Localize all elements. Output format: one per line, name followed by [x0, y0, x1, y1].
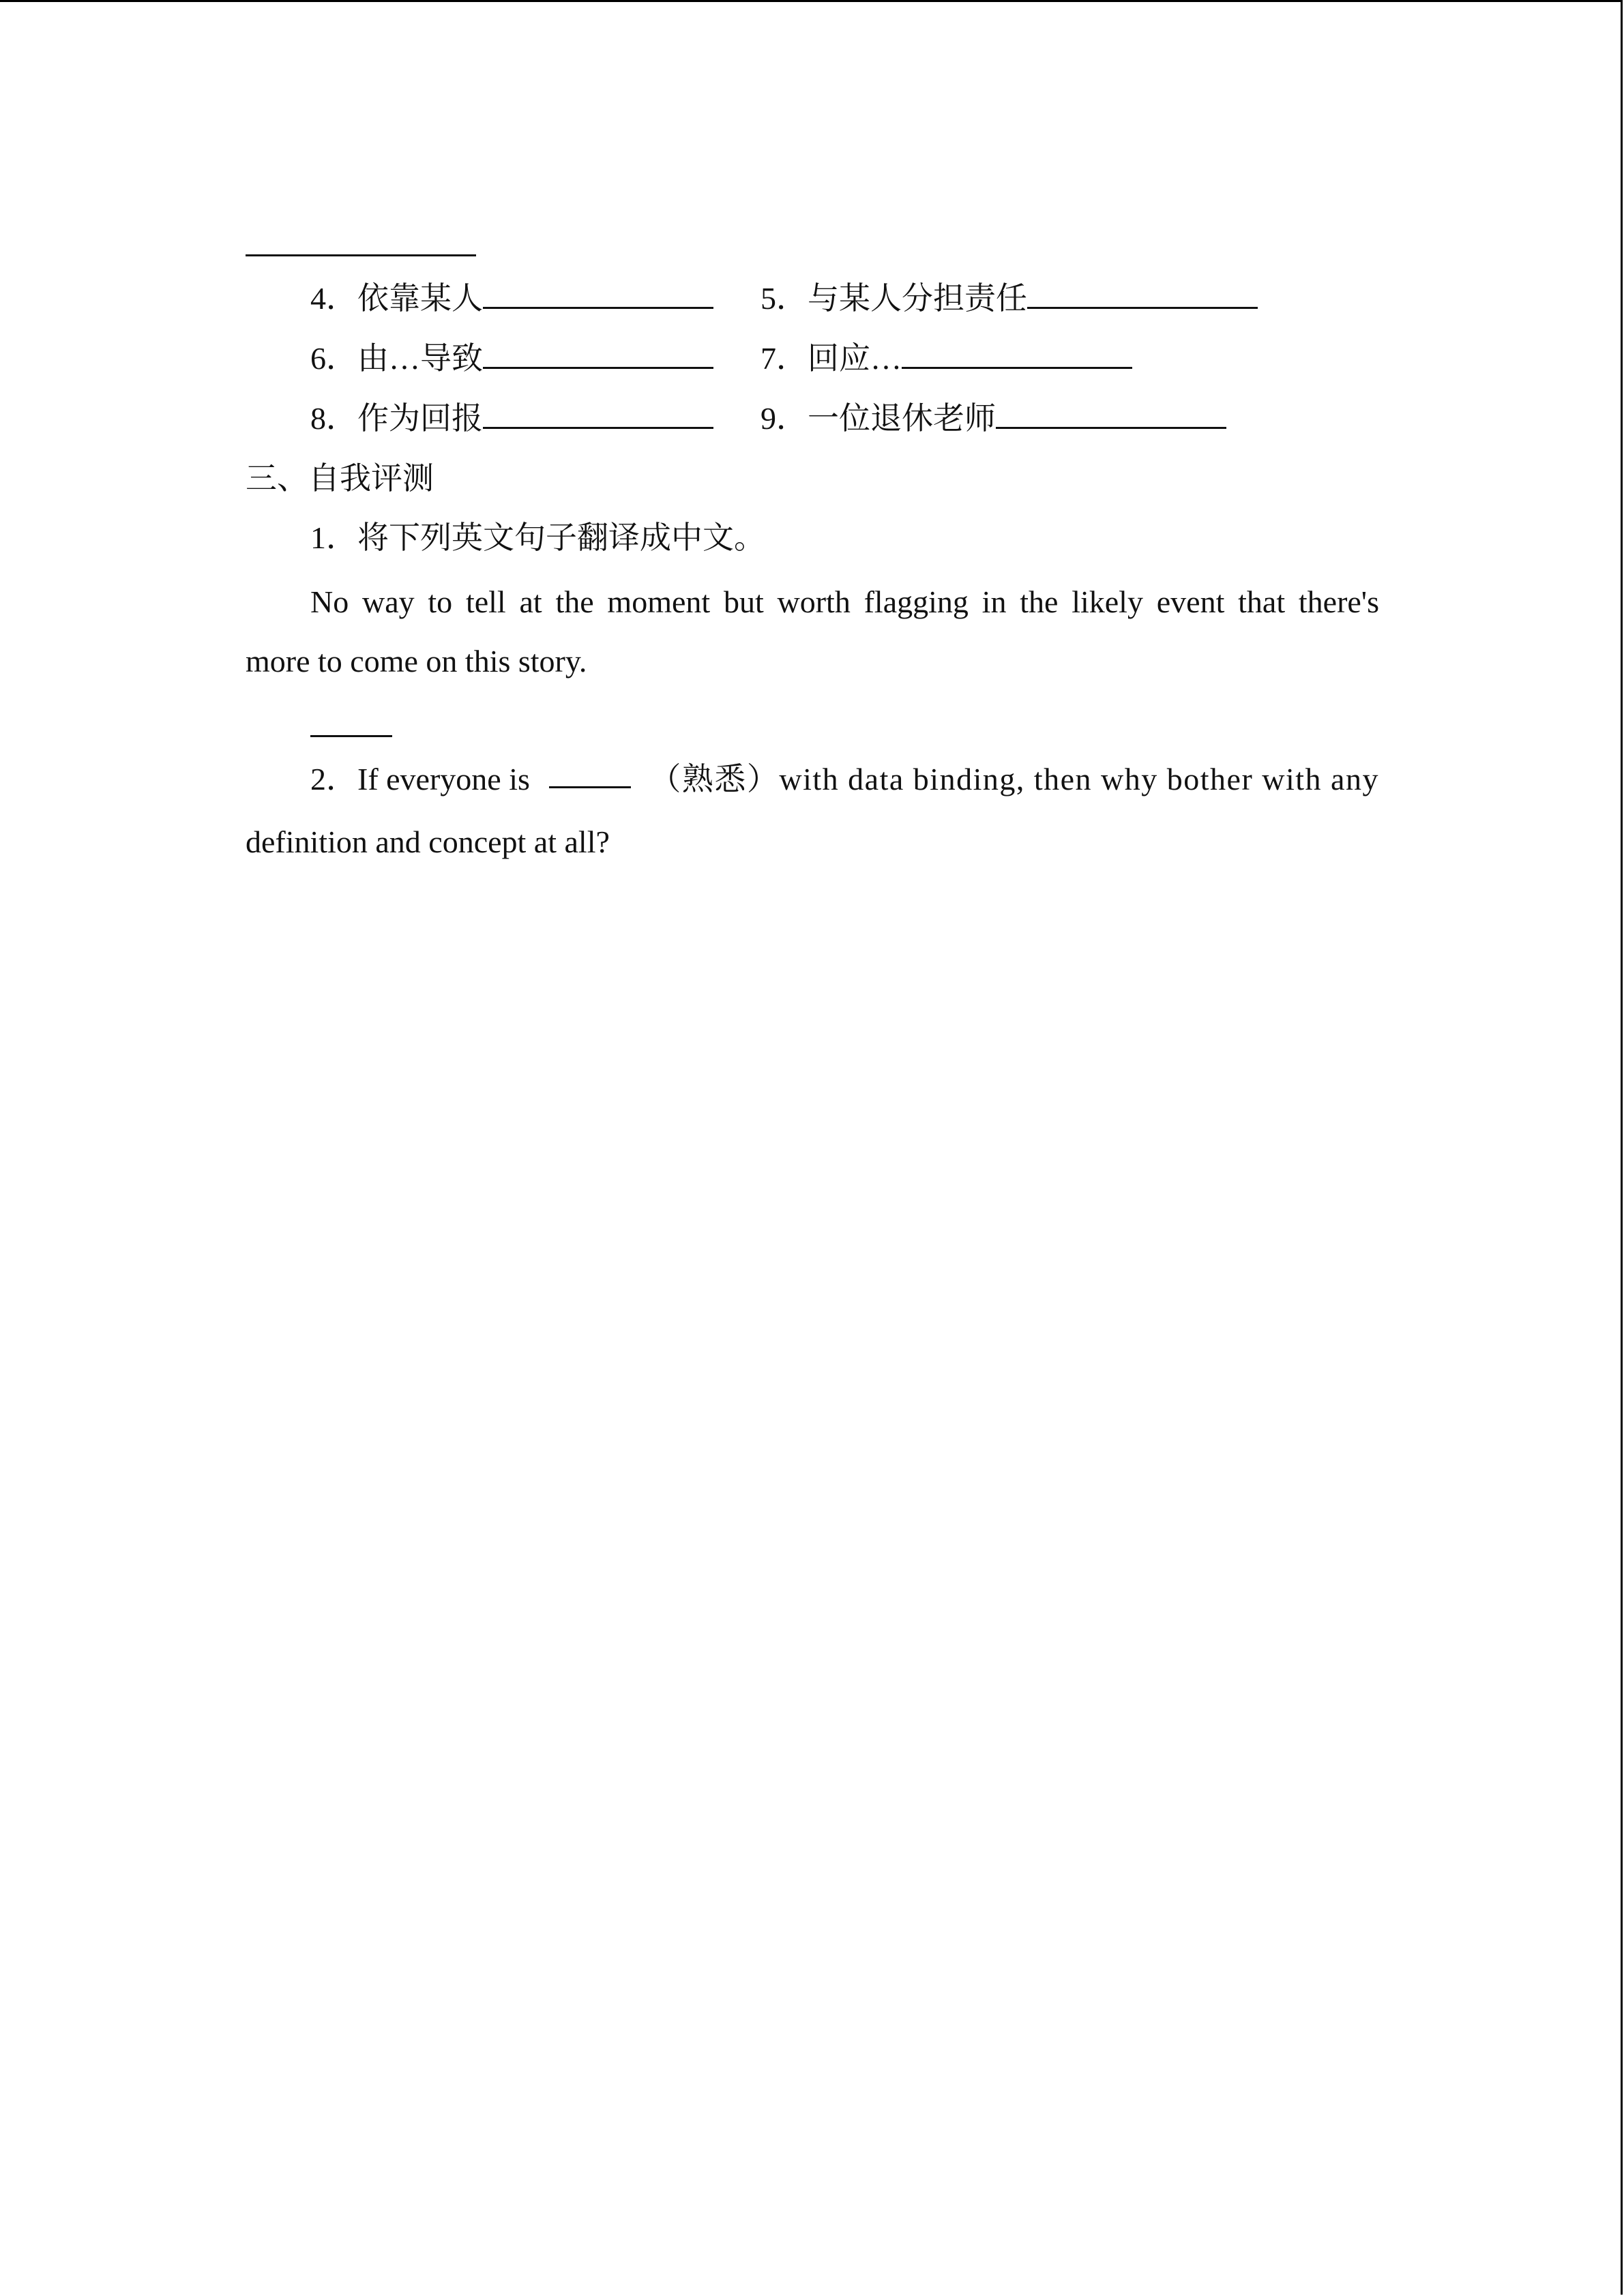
vocab-item-9: 9．一位退休老师 [761, 401, 996, 436]
section-heading: 三、自我评测 [246, 461, 434, 496]
vocab-item-9-row [761, 398, 1226, 439]
vocab-item-5: 5．与某人分担责任 [761, 281, 1027, 316]
answer-blank[interactable] [1027, 280, 1258, 309]
answer-blank[interactable] [483, 340, 713, 369]
question-2-line2: definition and concept at all? [246, 824, 610, 859]
vocab-item-6: 6．由…导致 [310, 341, 483, 376]
vocab-row-6-7 [310, 338, 713, 379]
answer-blank[interactable] [549, 759, 631, 788]
vocab-row-4-5 [310, 278, 713, 319]
question-1-prompt: 1．将下列英文句子翻译成中文。 [310, 520, 765, 555]
question-2-hint: （熟悉）with data binding, then why bother with any [649, 762, 1379, 796]
question-1-sentence-line1: No way to tell at the moment but worth flagging in the likely event that there's [310, 584, 1379, 619]
question-2-line1 [310, 759, 1379, 800]
vocab-item-8: 8．作为回报 [310, 401, 483, 436]
vocab-item-4: 4．依靠某人 [310, 281, 483, 316]
answer-blank[interactable] [310, 735, 392, 737]
question-2-prefix: 2．If everyone is [310, 762, 530, 796]
answer-blank[interactable] [902, 340, 1132, 369]
question-1-sentence-line2: more to come on this story. [246, 644, 587, 679]
answer-blank[interactable] [483, 280, 713, 309]
vocab-item-7: 7．回应… [761, 341, 902, 376]
answer-blank[interactable] [246, 254, 476, 256]
answer-blank[interactable] [996, 400, 1226, 429]
vocab-row-8-9 [310, 398, 713, 439]
vocab-item-7-row [761, 338, 1132, 379]
vocab-item-5-row [761, 278, 1258, 319]
answer-blank[interactable] [483, 400, 713, 429]
